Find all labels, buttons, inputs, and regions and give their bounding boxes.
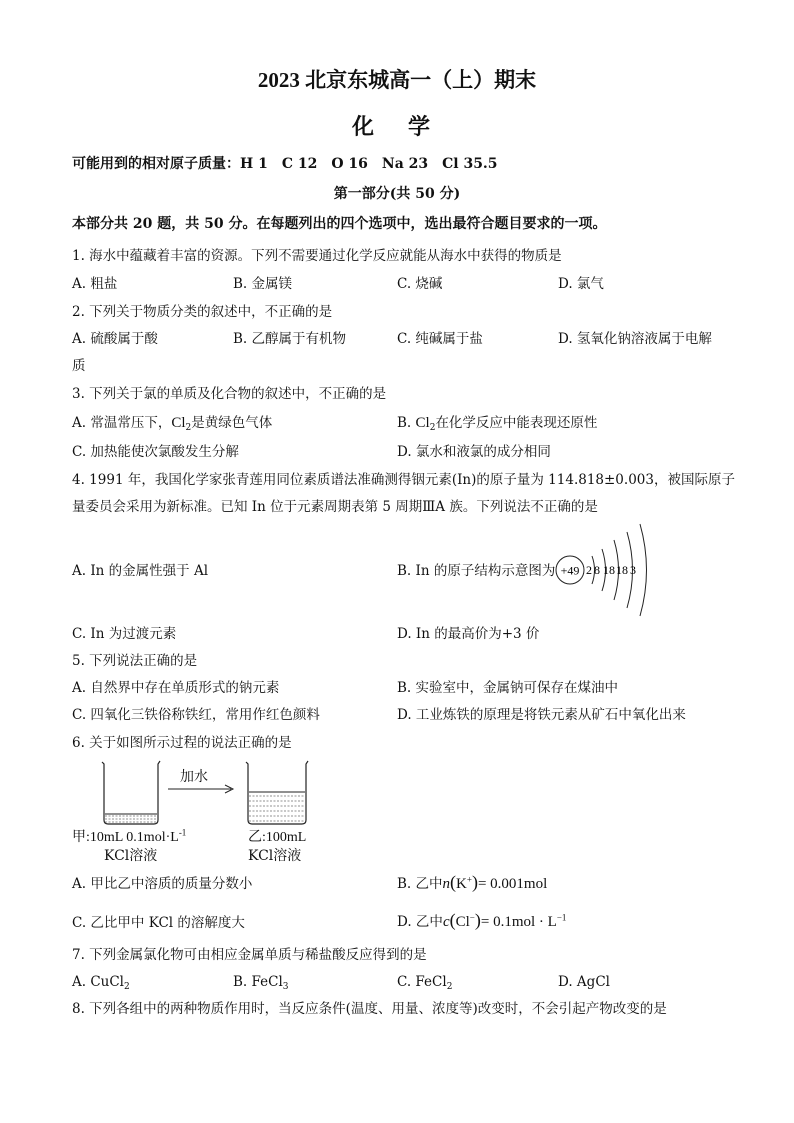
q3-option-b xyxy=(397,415,597,431)
q6-option-d: D. 乙中$c(Cl^-)= 0.1mol \cdot L^{-1}$ xyxy=(397,910,567,930)
q7-c-sub: 2 xyxy=(446,982,453,992)
q6-option-c: C. 乙比甲中 KCl 的溶解度大 xyxy=(72,915,245,931)
jia-label-text: 甲:10mL 0.1mol·L xyxy=(72,830,179,845)
q6-d-c: c xyxy=(442,914,450,930)
nucleus-charge: +49 xyxy=(560,563,580,578)
q6-b-value: = 0.001mol xyxy=(477,876,548,892)
q1-option-d: D. 氯气 xyxy=(558,276,604,292)
q4-option-a: A. In 的金属性强于 Al xyxy=(72,563,209,579)
q8-stem: 8. 下列各组中的两种物质作用时，当反应条件(温度、用量、浓度等)改变时，不会引起产物改变的是 xyxy=(72,1001,667,1017)
jia-label-sup: -1 xyxy=(178,827,187,838)
q7-a-text: A. CuCl xyxy=(72,974,125,990)
q3-stem: 3. 下列关于氯的单质及化合物的叙述中，不正确的是 xyxy=(72,386,387,402)
q3-cl-subscript: 2 xyxy=(185,423,192,433)
jia-label-line2: KCl溶液 xyxy=(104,848,158,864)
shell-electrons-2: 8 xyxy=(594,563,600,577)
q6-option-a: A. 甲比乙中溶质的质量分数小 xyxy=(72,876,253,892)
jia-label-line1 xyxy=(72,826,186,846)
q5-option-a: A. 自然界中存在单质形式的钠元素 xyxy=(72,680,280,696)
q6-d-prefix: D. 乙中 xyxy=(397,914,443,930)
q1-option-a: A. 粗盐 xyxy=(72,276,118,292)
q7-stem: 7. 下列金属氯化物可由相应金属单质与稀盐酸反应得到的是 xyxy=(72,947,427,963)
q4-stem-line2: 量委员会采用为新标准。已知 In 位于元素周期表第 5 周期ⅢA 族。下列说法不正确的是 xyxy=(72,499,598,515)
q6-b-ion-charge: + xyxy=(466,874,472,885)
q3-b-cl-subscript: 2 xyxy=(429,423,436,433)
q7-option-c xyxy=(397,974,452,990)
q5-option-c: C. 四氧化三铁俗称铁红，常用作红色颜料 xyxy=(72,707,320,723)
q1-stem: 1. 海水中蕴藏着丰富的资源。下列不需要通过化学反应就能从海水中获得的物质是 xyxy=(72,248,562,264)
q2-option-b: B. 乙醇属于有机物 xyxy=(233,331,347,347)
q6-option-b: B. 乙中n(K+)= 0.001mol xyxy=(397,872,548,892)
q3-option-a xyxy=(72,415,272,431)
shell-arc-5 xyxy=(640,524,647,616)
q7-option-a xyxy=(72,974,130,990)
indium-atom-diagram xyxy=(552,522,658,618)
part1-title: 第一部分(共 50 分) xyxy=(333,186,461,202)
q6-d-value: = 0.1mol · L xyxy=(480,914,557,930)
q2-option-d-continued: 质 xyxy=(72,358,86,374)
q1-option-b: B. 金属镁 xyxy=(233,276,293,292)
yi-label-line2: KCl溶液 xyxy=(248,848,302,864)
q3-b-cl-symbol: Cl xyxy=(415,415,430,431)
q7-b-text: B. FeCl xyxy=(233,974,283,990)
arrow-label: 加水 xyxy=(180,769,208,785)
q6-stem: 6. 关于如图所示过程的说法正确的是 xyxy=(72,735,292,751)
shell-electrons-4: 18 xyxy=(616,563,628,577)
atomic-masses: 可能用到的相对原子质量：H 1 C 12 O 16 Na 23 Cl 35.5 xyxy=(72,156,498,172)
q3-option-b-suffix: 在化学反应中能表现还原性 xyxy=(435,415,598,431)
q6-b-ion: K xyxy=(456,876,467,892)
q7-option-d: D. AgCl xyxy=(558,974,610,990)
q5-stem: 5. 下列说法正确的是 xyxy=(72,653,198,669)
q7-a-sub: 2 xyxy=(124,982,130,992)
q6-d-ion-charge: − xyxy=(469,912,475,923)
yi-label-line1: 乙:100mL xyxy=(248,830,307,845)
q4-option-d: D. In 的最高价为+3 价 xyxy=(397,626,540,642)
q3-option-a-prefix: A. 常温常压下， xyxy=(72,415,172,431)
q7-c-text: C. FeCl xyxy=(397,974,447,990)
shell-electrons-1: 2 xyxy=(586,563,592,577)
subject-title: 化学 xyxy=(352,114,465,140)
q6-b-prefix: B. 乙中 xyxy=(397,876,443,892)
q4-option-b: B. In 的原子结构示意图为 xyxy=(397,563,556,579)
q3-option-a-suffix: 是黄绿色气体 xyxy=(191,415,273,431)
q4-option-c: C. In 为过渡元素 xyxy=(72,626,177,642)
part1-instruction: 本部分共 20 题，共 50 分。在每题列出的四个选项中，选出最符合题目要求的一项。 xyxy=(72,216,607,232)
q6-d-ion: Cl xyxy=(455,914,470,930)
q5-option-d: D. 工业炼铁的原理是将铁元素从矿石中氧化出来 xyxy=(397,707,686,723)
shell-electrons-5: 3 xyxy=(630,563,636,577)
shell-electrons-3: 18 xyxy=(603,563,615,577)
q5-option-b: B. 实验室中，金属钠可保存在煤油中 xyxy=(397,680,619,696)
q3-option-c: C. 加热能使次氯酸发生分解 xyxy=(72,444,239,460)
q3-cl-symbol: Cl xyxy=(171,415,186,431)
q2-option-c: C. 纯碱属于盐 xyxy=(397,331,483,347)
q6-d-value-sup: −1 xyxy=(556,912,567,923)
q7-b-sub: 3 xyxy=(282,982,289,992)
page-title: 2023 北京东城高一（上）期末 xyxy=(257,68,537,92)
q3-option-d: D. 氯水和液氯的成分相同 xyxy=(397,444,551,460)
q4-stem-line1: 4. 1991 年，我国化学家张青莲用同位素质谱法准确测得铟元素(In)的原子量为 114.818±0.003，被国际原子 xyxy=(72,472,735,488)
beaker-jia xyxy=(102,761,160,824)
q3-option-b-prefix: B. xyxy=(397,415,416,431)
q7-option-b xyxy=(233,974,289,990)
q2-stem: 2. 下列关于物质分类的叙述中，不正确的是 xyxy=(72,304,333,320)
q1-option-c: C. 烧碱 xyxy=(397,276,443,292)
q6-b-n: n xyxy=(442,876,451,892)
q2-option-d: D. 氢氧化钠溶液属于电解 xyxy=(558,331,712,347)
q2-option-a: A. 硫酸属于酸 xyxy=(72,331,158,347)
